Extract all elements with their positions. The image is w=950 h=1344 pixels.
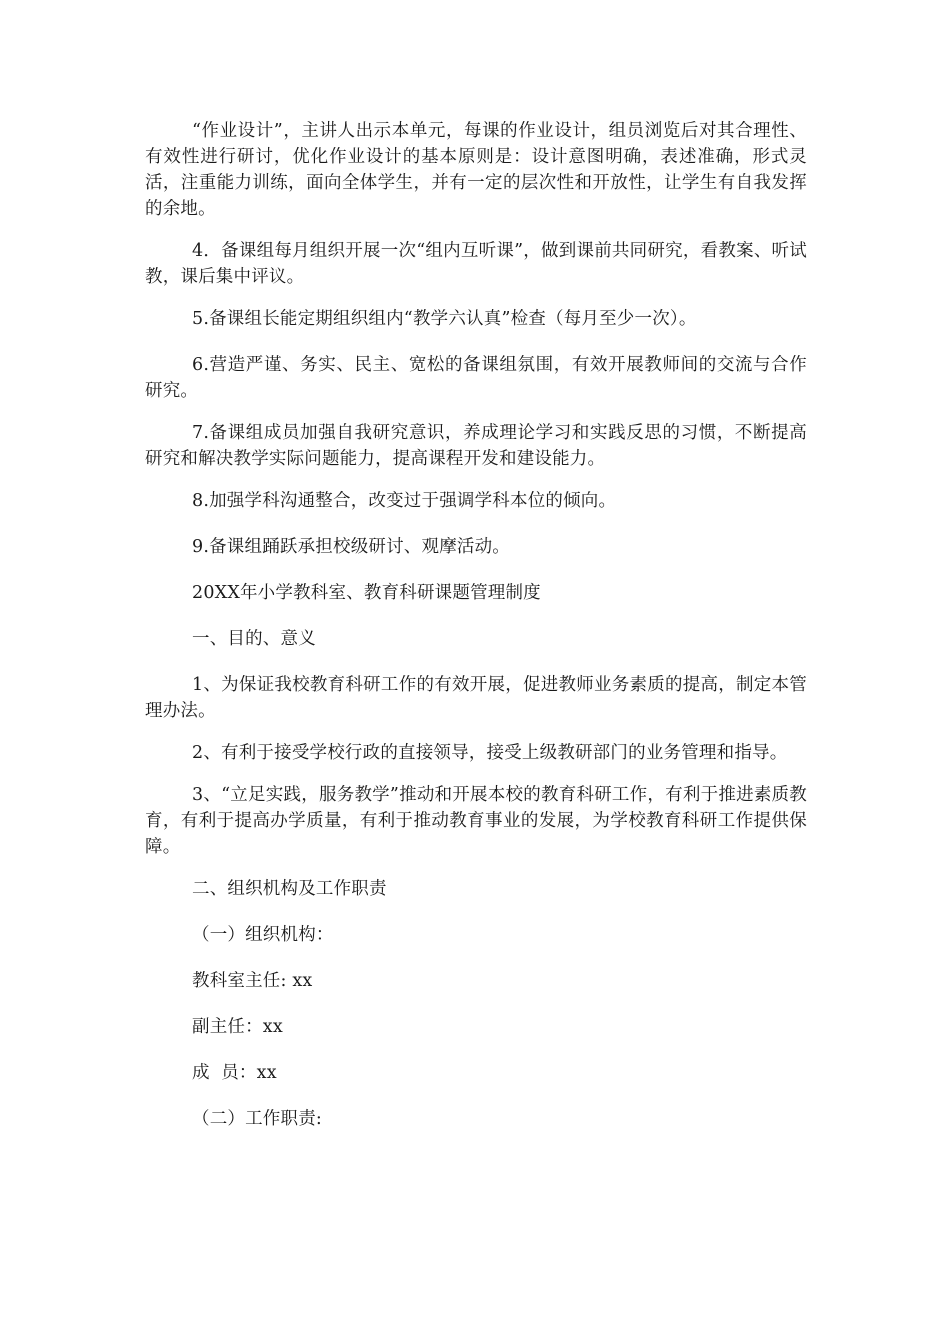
members-line: 成 员：xx [192, 1063, 277, 1083]
paragraph-item-6: 6.营造严谨、务实、民主、宽松的备课组氛围，有效开展教师间的交流与合作研究。 [145, 355, 807, 401]
paragraph-item-4: 4．备课组每月组织开展一次“组内互听课”，做到课前共同研究，看教案、听试教，课后集中评议。 [145, 241, 807, 287]
subheading-structure: （一）组织机构： [192, 925, 334, 945]
paragraph-item-9: 9.备课组踊跃承担校级研讨、观摩活动。 [192, 537, 510, 557]
document-body [145, 118, 807, 1152]
heading-organization: 二、组织机构及工作职责 [192, 879, 387, 899]
paragraph-purpose-2: 2、有利于接受学校行政的直接领导，接受上级教研部门的业务管理和指导。 [192, 743, 788, 763]
paragraph-homework-design: “作业设计”，主讲人出示本单元，每课的作业设计，组员浏览后对其合理性、有效性进行研讨，优化作业设计的基本原则是：设计意图明确，表述准确，形式灵活，注重能力训练，面向全体学生，并有一定的层次性和开放性，让学生有自我发挥的余地。 [145, 121, 807, 219]
section-title: 20XX年小学教科室、教育科研课题管理制度 [192, 583, 541, 603]
deputy-director-line: 副主任：xx [192, 1017, 283, 1037]
subheading-duties: （二）工作职责: [192, 1109, 322, 1129]
director-line: 教科室主任: xx [192, 971, 313, 991]
paragraph-item-7: 7.备课组成员加强自我研究意识，养成理论学习和实践反思的习惯，不断提高研究和解决教学实际问题能力，提高课程开发和建设能力。 [145, 423, 807, 469]
paragraph-purpose-1: 1、为保证我校教育科研工作的有效开展，促进教师业务素质的提高，制定本管理办法。 [145, 675, 807, 721]
paragraph-item-5: 5.备课组长能定期组织组内“教学六认真”检查（每月至少一次）。 [192, 309, 697, 329]
heading-purpose: 一、目的、意义 [192, 629, 316, 649]
paragraph-purpose-3: 3、“立足实践，服务教学”推动和开展本校的教育科研工作，有利于推进素质教育，有利于提高办学质量，有利于推动教育事业的发展，为学校教育科研工作提供保障。 [145, 785, 807, 857]
paragraph-item-8: 8.加强学科沟通整合，改变过于强调学科本位的倾向。 [192, 491, 617, 511]
